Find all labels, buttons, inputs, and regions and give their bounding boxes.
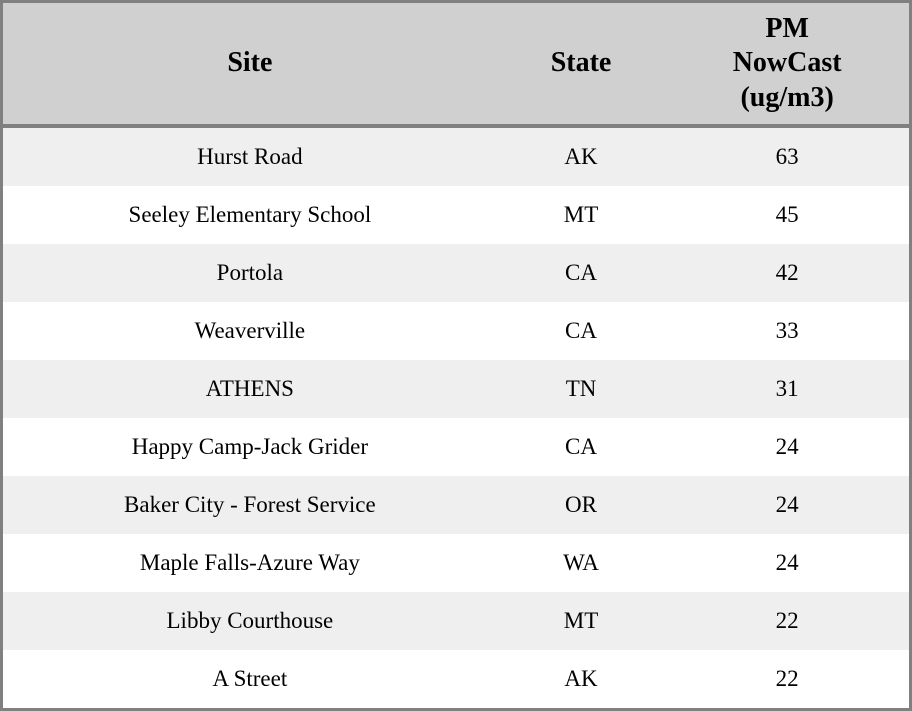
table-row: [3, 186, 909, 244]
state-cell: CA: [497, 418, 666, 476]
site-cell: A Street: [3, 650, 497, 708]
table-row: [3, 534, 909, 592]
state-cell: AK: [497, 650, 666, 708]
pm-cell: 31: [665, 360, 909, 418]
pm-cell: 45: [665, 186, 909, 244]
state-cell: WA: [497, 534, 666, 592]
site-cell: Weaverville: [3, 302, 497, 360]
table-row: [3, 592, 909, 650]
table-row: [3, 126, 909, 186]
pm-nowcast-table: [3, 3, 909, 708]
pm-header-line-2: NowCast: [732, 47, 842, 79]
site-cell: Libby Courthouse: [3, 592, 497, 650]
pm-cell: 63: [665, 126, 909, 186]
column-header-state: State: [497, 3, 666, 126]
site-cell: Baker City - Forest Service: [3, 476, 497, 534]
header-row: [3, 3, 909, 126]
column-header-pm-nowcast: [665, 3, 909, 126]
table-row: [3, 650, 909, 708]
state-cell: AK: [497, 126, 666, 186]
pm-cell: 22: [665, 650, 909, 708]
pm-cell: 24: [665, 534, 909, 592]
state-cell: CA: [497, 244, 666, 302]
state-cell: TN: [497, 360, 666, 418]
site-cell: Hurst Road: [3, 126, 497, 186]
table-row: [3, 360, 909, 418]
pm-cell: 24: [665, 418, 909, 476]
table-row: [3, 302, 909, 360]
table-row: [3, 244, 909, 302]
pm-cell: 22: [665, 592, 909, 650]
column-header-site: Site: [3, 3, 497, 126]
state-cell: MT: [497, 592, 666, 650]
site-cell: ATHENS: [3, 360, 497, 418]
pm-header-line-3: (ug/m3): [740, 81, 834, 113]
state-cell: MT: [497, 186, 666, 244]
pm-cell: 33: [665, 302, 909, 360]
site-cell: Maple Falls-Azure Way: [3, 534, 497, 592]
site-cell: Portola: [3, 244, 497, 302]
pm-cell: 24: [665, 476, 909, 534]
table-row: [3, 476, 909, 534]
state-cell: CA: [497, 302, 666, 360]
pm-header-line-1: PM: [765, 13, 809, 45]
site-cell: Happy Camp-Jack Grider: [3, 418, 497, 476]
state-cell: OR: [497, 476, 666, 534]
site-cell: Seeley Elementary School: [3, 186, 497, 244]
pm-cell: 42: [665, 244, 909, 302]
table-row: [3, 418, 909, 476]
